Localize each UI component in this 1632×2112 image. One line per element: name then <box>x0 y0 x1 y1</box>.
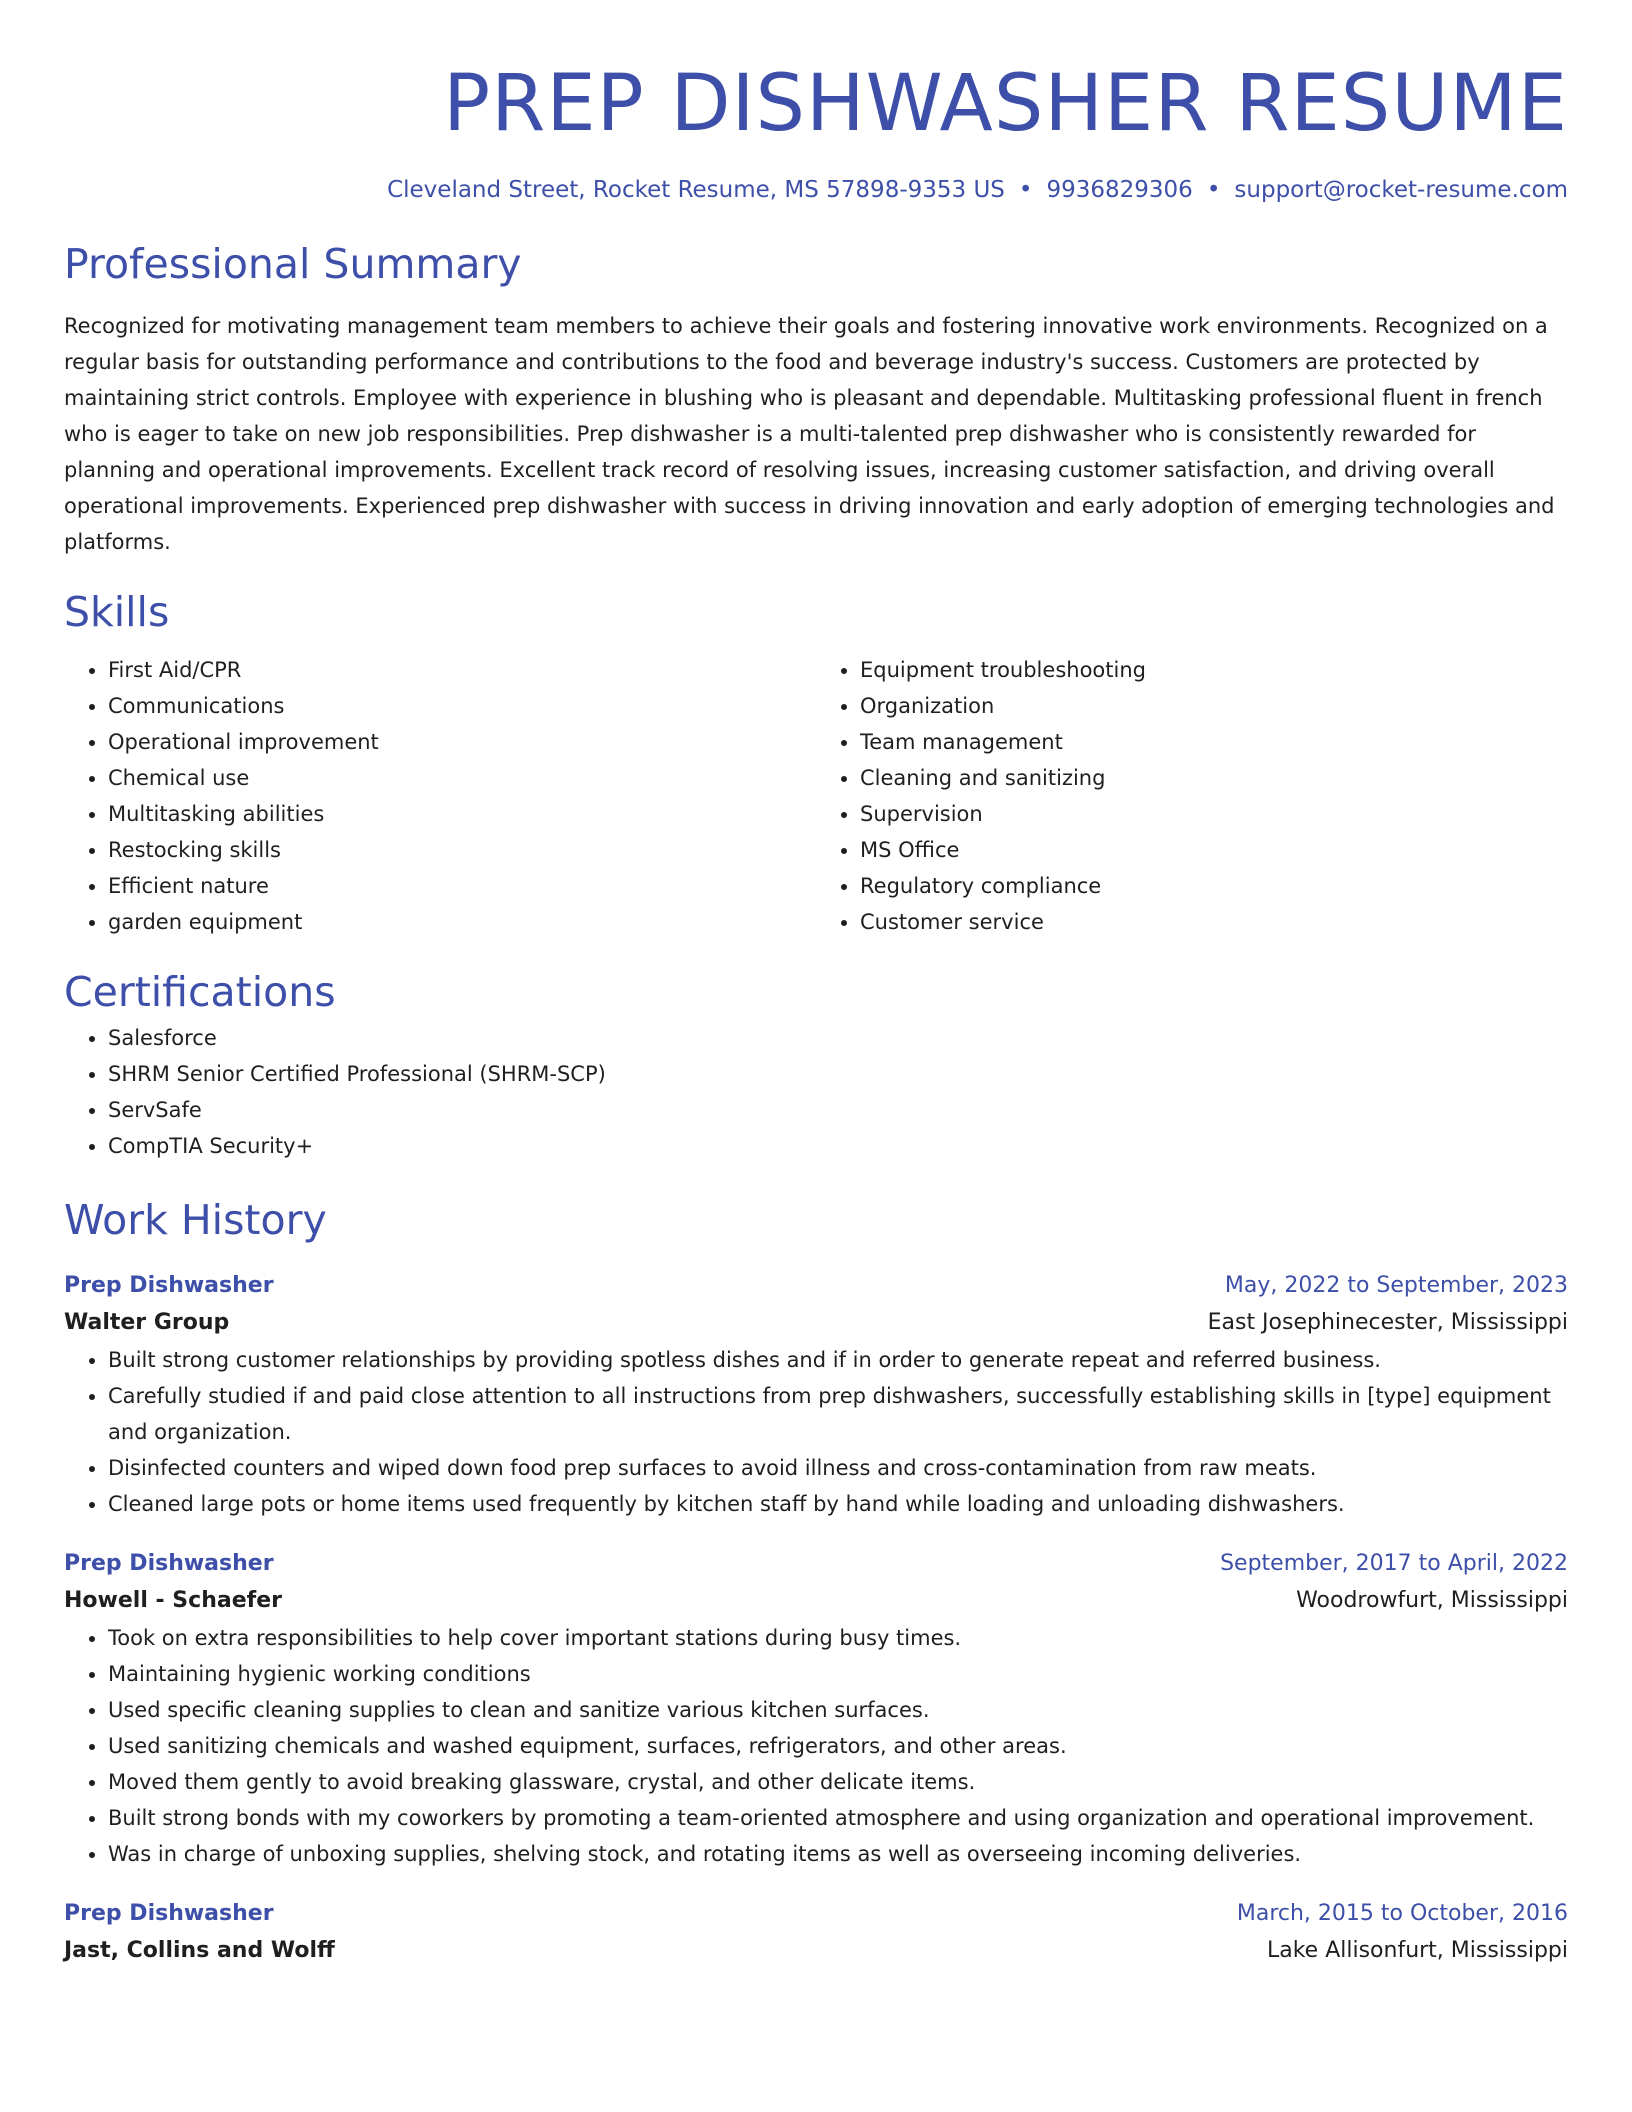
contact-address: Cleveland Street, Rocket Resume, MS 57898-9353 US <box>387 177 1005 203</box>
job-duty: • Cleaned large pots or home items used frequently by kitchen staff by hand while loading and unloading dishwashers. <box>108 1486 1568 1522</box>
job-dates: May, 2022 to September, 2023 <box>1224 1273 1568 1298</box>
work-history-section <box>64 1192 1568 1970</box>
contact-separator: • <box>1206 177 1221 203</box>
job-location: Lake Allisonfurt, Mississippi <box>1266 1938 1568 1963</box>
job-title-row <box>64 1268 1568 1304</box>
skills-heading: Skills <box>64 588 170 636</box>
job-company-row <box>64 1582 1568 1620</box>
certification-item: • SHRM Senior Certified Professional (SHRM-SCP) <box>108 1056 1568 1092</box>
job-duty: • Took on extra responsibilities to help cover important stations during busy times. <box>108 1620 1568 1656</box>
job-title-row <box>64 1896 1568 1932</box>
job-duty: • Built strong bonds with my coworkers by promoting a team-oriented atmosphere and using organization and operational improvement. <box>108 1800 1568 1836</box>
job-location: East Josephinecester, Mississippi <box>1207 1310 1568 1335</box>
skills-section <box>64 584 1568 940</box>
job-duty: • Used sanitizing chemicals and washed equipment, surfaces, refrigerators, and other areas. <box>108 1728 1568 1764</box>
certifications-heading: Certifications <box>64 968 336 1016</box>
certifications-list <box>64 1020 1568 1164</box>
certification-item: • ServSafe <box>108 1092 1568 1128</box>
job-company: Howell - Schaefer <box>64 1588 282 1613</box>
resume-page <box>64 0 1568 1970</box>
skill-item: • Efficient nature <box>108 868 816 904</box>
job-entry <box>64 1268 1568 1522</box>
skill-item: • Operational improvement <box>108 724 816 760</box>
skill-item: • Multitasking abilities <box>108 796 816 832</box>
resume-title: PREP DISHWASHER RESUME <box>443 59 1568 149</box>
skills-list-left <box>64 652 816 940</box>
skill-item: • First Aid/CPR <box>108 652 816 688</box>
job-company: Jast, Collins and Wolff <box>64 1938 335 1963</box>
certification-item: • Salesforce <box>108 1020 1568 1056</box>
skills-grid <box>64 652 1568 940</box>
work-history-heading: Work History <box>64 1196 327 1244</box>
job-duty: • Maintaining hygienic working conditions <box>108 1656 1568 1692</box>
contact-line <box>64 174 1568 206</box>
skill-item: • Regulatory compliance <box>860 868 1568 904</box>
contact-phone: 9936829306 <box>1046 177 1193 203</box>
job-dates: March, 2015 to October, 2016 <box>1236 1901 1568 1926</box>
skills-list-right <box>816 652 1568 940</box>
skill-item: • garden equipment <box>108 904 816 940</box>
skill-item: • Cleaning and sanitizing <box>860 760 1568 796</box>
job-title: Prep Dishwasher <box>64 1551 274 1576</box>
summary-heading: Professional Summary <box>64 240 522 288</box>
job-title: Prep Dishwasher <box>64 1901 274 1926</box>
skill-item: • Restocking skills <box>108 832 816 868</box>
contact-separator: • <box>1018 177 1033 203</box>
skill-item: • Chemical use <box>108 760 816 796</box>
job-duties-list <box>64 1620 1568 1872</box>
certifications-section <box>64 964 1568 1164</box>
resume-header <box>64 0 1568 206</box>
job-company: Walter Group <box>64 1310 230 1335</box>
job-company-row <box>64 1304 1568 1342</box>
skill-item: • Equipment troubleshooting <box>860 652 1568 688</box>
skill-item: • Communications <box>108 688 816 724</box>
summary-section <box>64 236 1568 560</box>
job-company-row <box>64 1932 1568 1970</box>
skill-item: • Organization <box>860 688 1568 724</box>
job-duty: • Moved them gently to avoid breaking glassware, crystal, and other delicate items. <box>108 1764 1568 1800</box>
skill-item: • Customer service <box>860 904 1568 940</box>
job-duty: • Was in charge of unboxing supplies, shelving stock, and rotating items as well as overseeing incoming deliveries. <box>108 1836 1568 1872</box>
job-location: Woodrowfurt, Mississippi <box>1296 1588 1568 1613</box>
job-duty: • Carefully studied if and paid close attention to all instructions from prep dishwashers, successfully establishing skills in [type] equipment and organization. <box>108 1378 1568 1450</box>
skill-item: • Team management <box>860 724 1568 760</box>
job-duty: • Used specific cleaning supplies to clean and sanitize various kitchen surfaces. <box>108 1692 1568 1728</box>
job-title: Prep Dishwasher <box>64 1273 274 1298</box>
job-entry <box>64 1896 1568 1970</box>
contact-email: support@rocket-resume.com <box>1234 177 1568 203</box>
skill-item: • Supervision <box>860 796 1568 832</box>
job-duty: • Disinfected counters and wiped down food prep surfaces to avoid illness and cross-contamination from raw meats. <box>108 1450 1568 1486</box>
certification-item: • CompTIA Security+ <box>108 1128 1568 1164</box>
skill-item: • MS Office <box>860 832 1568 868</box>
job-dates: September, 2017 to April, 2022 <box>1220 1551 1568 1576</box>
job-duties-list <box>64 1342 1568 1522</box>
job-title-row <box>64 1546 1568 1582</box>
summary-text: Recognized for motivating management team members to achieve their goals and fostering innovative work environments. Recognized on a regular basis for outstanding performance and contributions to the food and beverage industry's success. Customers are protected by maintaining strict controls. Employee with experience in blushing who is pleasant and dependable. Multitasking professional fluent in french who is eager to take on new job responsibilities. Prep dishwasher is a multi-talented prep dishwasher who is consistently rewarded for planning and operational improvements. Excellent track record of resolving issues, increasing customer satisfaction, and driving overall operational improvements. Experienced prep dishwasher with success in driving innovation and early adoption of emerging technologies and platforms. <box>64 314 1555 554</box>
job-duty: • Built strong customer relationships by providing spotless dishes and if in order to generate repeat and referred business. <box>108 1342 1568 1378</box>
job-entry <box>64 1546 1568 1872</box>
